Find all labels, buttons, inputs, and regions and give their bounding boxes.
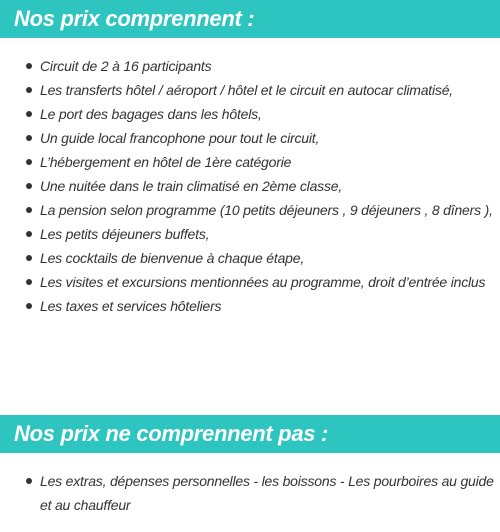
list-item: Les petits déjeuners buffets, <box>0 222 500 246</box>
list-item: La pension selon programme (10 petits déjeuners , 9 déjeuners , 8 dîners ), <box>0 198 500 222</box>
list-item: Une nuitée dans le train climatisé en 2ème classe, <box>0 174 500 198</box>
list-item: Les transferts hôtel / aéroport / hôtel et le circuit en autocar climatisé, <box>0 78 500 102</box>
list-item: Les extras, dépenses personnelles - les boissons - Les pourboires au guide et au chauffeur <box>0 469 500 517</box>
list-item: Les visites et excursions mentionnées au programme, droit d’entrée inclus <box>0 270 500 294</box>
excluded-section-title: Nos prix ne comprennent pas : <box>0 415 500 453</box>
excluded-list <box>0 469 500 517</box>
included-list <box>0 54 500 318</box>
included-section-title: Nos prix comprennent : <box>0 0 500 38</box>
list-item: Un guide local francophone pour tout le circuit, <box>0 126 500 150</box>
list-item: Circuit de 2 à 16 participants <box>0 54 500 78</box>
list-item: L’hébergement en hôtel de 1ère catégorie <box>0 150 500 174</box>
list-item: Les taxes et services hôteliers <box>0 294 500 318</box>
list-item: Le port des bagages dans les hôtels, <box>0 102 500 126</box>
list-item: Les cocktails de bienvenue à chaque étape, <box>0 246 500 270</box>
